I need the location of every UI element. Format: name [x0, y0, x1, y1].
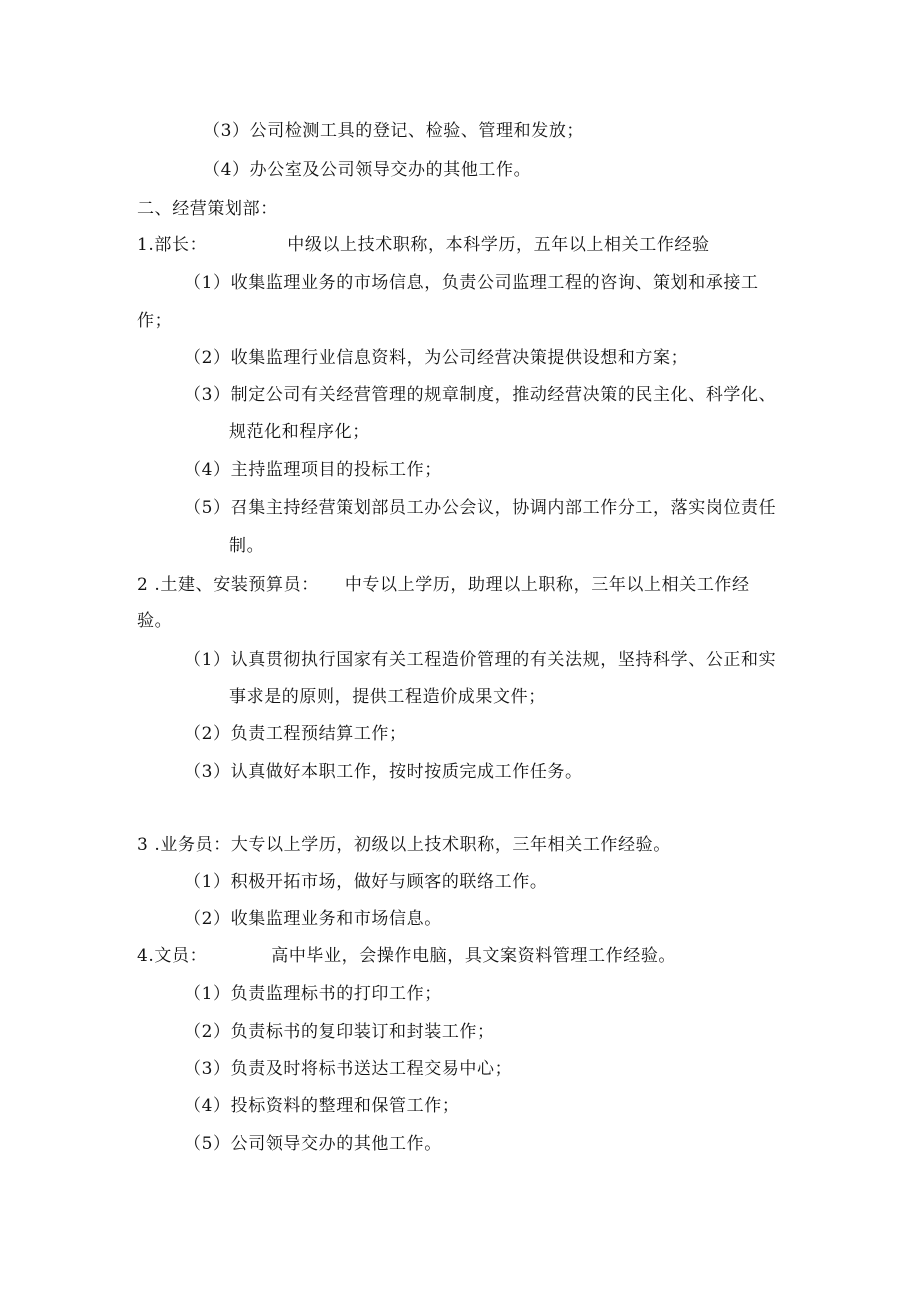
role-heading: [137, 945, 676, 967]
duty-item: （5）召集主持经营策划部员工办公会议，协调内部工作分工，落实岗位责任: [184, 498, 777, 518]
duty-item: （1）负责监理标书的打印工作；: [184, 984, 442, 1004]
role-requirements: 中级以上技术职称，本科学历，五年以上相关工作经验: [287, 235, 710, 255]
list-item: （3）公司检测工具的登记、检验、管理和发放；: [203, 121, 585, 141]
role-title: 2 .土建、安装预算员：: [137, 575, 319, 595]
duty-item: （2）负责标书的复印装订和封装工作；: [184, 1022, 495, 1042]
role-requirements: 高中毕业，会操作电脑，具文案资料管理工作经验。: [271, 946, 677, 966]
list-item: （4）办公室及公司领导交办的其他工作。: [203, 160, 532, 180]
role-requirements: 中专以上学历，助理以上职称，三年以上相关工作经: [344, 575, 750, 595]
duty-item: （2）收集监理业务和市场信息。: [184, 909, 442, 929]
duty-item: （1）收集监理业务的市场信息，负责公司监理工程的咨询、策划和承接工: [184, 273, 759, 293]
duty-item: （5）公司领导交办的其他工作。: [184, 1134, 442, 1154]
duty-item: （1）认真贯彻执行国家有关工程造价管理的有关法规，坚持科学、公正和实: [184, 650, 777, 670]
duty-item: （3）负责及时将标书送达工程交易中心；: [184, 1059, 513, 1079]
section-heading: 二、经营策划部：: [137, 199, 278, 219]
role-heading: [137, 834, 671, 856]
duty-item-continuation: 事求是的原则，提供工程造价成果文件；: [229, 687, 546, 707]
duty-item-continuation: 规范化和程序化；: [229, 422, 370, 442]
duty-item: （3）制定公司有关经营管理的规章制度，推动经营决策的民主化、科学化、: [184, 385, 777, 405]
duty-item: （4）主持监理项目的投标工作；: [184, 460, 442, 480]
duty-item-continuation: 作；: [137, 311, 173, 331]
role-requirements-continuation: 验。: [137, 611, 173, 631]
role-heading: [137, 234, 710, 256]
duty-item-continuation: 制。: [229, 536, 265, 556]
duty-item: （1）积极开拓市场，做好与顾客的联络工作。: [184, 872, 548, 892]
role-title: 1.部长：: [137, 235, 208, 255]
role-requirements: 大专以上学历，初级以上技术职称，三年相关工作经验。: [230, 835, 671, 855]
duty-item: （2）收集监理行业信息资料，为公司经营决策提供设想和方案；: [184, 348, 689, 368]
role-title: 4.文员：: [137, 946, 208, 966]
role-title: 3 .业务员：: [137, 835, 231, 855]
duty-item: （2）负责工程预结算工作；: [184, 724, 407, 744]
role-heading: [137, 574, 750, 596]
duty-item: （4）投标资料的整理和保管工作；: [184, 1096, 460, 1116]
duty-item: （3）认真做好本职工作，按时按质完成工作任务。: [184, 762, 583, 782]
